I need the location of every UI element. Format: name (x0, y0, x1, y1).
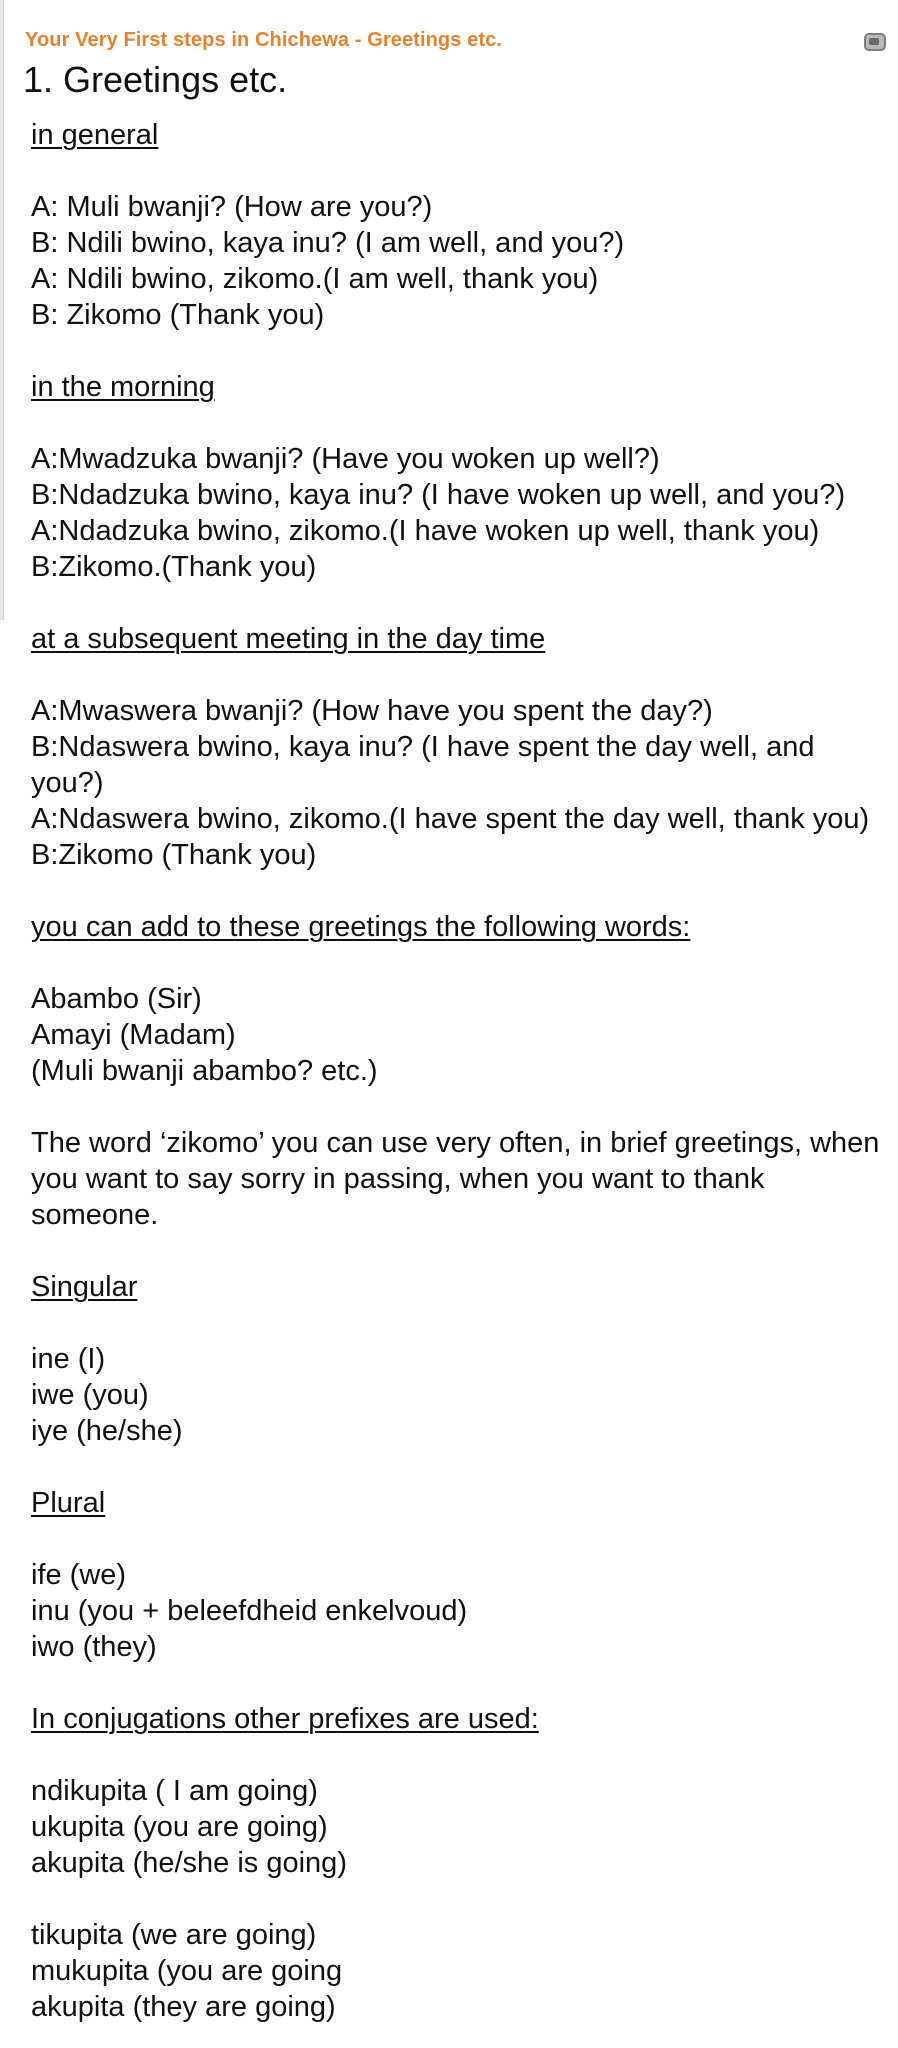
collapse-icon[interactable] (864, 33, 886, 51)
section-heading-general: in general (31, 119, 159, 151)
pronoun-line: iwo (they) (31, 1631, 157, 1663)
page-title: 1. Greetings etc. (23, 59, 288, 100)
section-heading-add-words: you can add to these greetings the following words: (31, 911, 691, 943)
dialogue-line: A:Ndadzuka bwino, zikomo.(I have woken up well, thank you) (31, 515, 820, 547)
dialogue-line: B: Ndili bwino, kaya inu? (I am well, and you?) (31, 227, 625, 259)
conjugation-line: akupita (he/she is going) (31, 1847, 347, 1879)
section-heading-morning: in the morning (31, 371, 215, 403)
dialogue-line: B:Zikomo.(Thank you) (31, 551, 317, 583)
zikomo-note: The word ‘zikomo’ you can use very often, in brief greetings, when you want to say sorry in passing, when you want to thank someone. (31, 1127, 880, 1231)
pronoun-line: ine (I) (31, 1343, 106, 1375)
left-panel-edge (0, 0, 4, 620)
conjugation-line: ukupita (you are going) (31, 1811, 328, 1843)
vocab-line: Amayi (Madam) (31, 1019, 236, 1051)
lesson-title[interactable]: Your Very First steps in Chichewa - Greetings etc. (25, 29, 502, 51)
vocab-line: Abambo (Sir) (31, 983, 202, 1015)
conjugation-line: tikupita (we are going) (31, 1919, 317, 1951)
dialogue-line: A: Ndili bwino, zikomo.(I am well, thank you) (31, 263, 599, 295)
section-heading-singular: Singular (31, 1271, 138, 1303)
dialogue-line: B:Ndadzuka bwino, kaya inu? (I have woken up well, and you?) (31, 479, 846, 511)
dialogue-line: B:Zikomo (Thank you) (31, 839, 317, 871)
pronoun-line: ife (we) (31, 1559, 127, 1591)
conjugation-line: ndikupita ( I am going) (31, 1775, 318, 1807)
pronoun-line: iye (he/she) (31, 1415, 183, 1447)
section-heading-plural: Plural (31, 1487, 106, 1519)
conjugation-line: akupita (they are going) (31, 1991, 336, 2023)
dialogue-line: A:Mwaswera bwanji? (How have you spent the day?) (31, 695, 713, 727)
dialogue-line: A:Mwadzuka bwanji? (Have you woken up well?) (31, 443, 660, 475)
dialogue-line: B:Ndaswera bwino, kaya inu? (I have spent the day well, and you?) (31, 731, 815, 799)
lesson-content (31, 117, 886, 2025)
vocab-line: (Muli bwanji abambo? etc.) (31, 1055, 378, 1087)
section-heading-daytime: at a subsequent meeting in the day time (31, 623, 546, 655)
section-heading-conjugations: In conjugations other prefixes are used: (31, 1703, 539, 1735)
dialogue-line: A:Ndaswera bwino, zikomo.(I have spent the day well, thank you) (31, 803, 870, 835)
dialogue-line: B: Zikomo (Thank you) (31, 299, 325, 331)
conjugation-line: mukupita (you are going (31, 1955, 343, 1987)
dialogue-line: A: Muli bwanji? (How are you?) (31, 191, 433, 223)
pronoun-line: inu (you + beleefdheid enkelvoud) (31, 1595, 468, 1627)
pronoun-line: iwe (you) (31, 1379, 149, 1411)
